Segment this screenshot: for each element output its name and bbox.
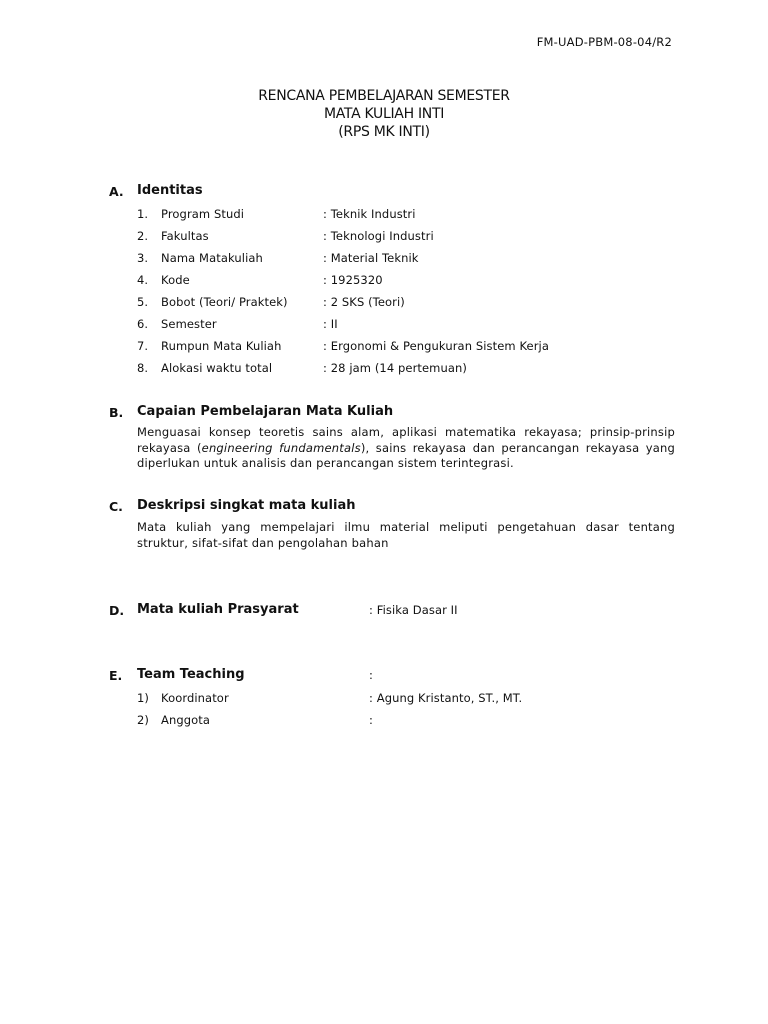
item-number: 5. xyxy=(137,295,148,309)
item-number: 7. xyxy=(137,339,148,353)
item-label: Kode xyxy=(161,273,190,287)
item-label: Bobot (Teori/ Praktek) xyxy=(161,295,288,309)
item-label: Koordinator xyxy=(161,691,229,705)
item-value: : Material Teknik xyxy=(323,251,419,265)
paragraph-italic-text: engineering fundamentals xyxy=(201,440,361,455)
section-title: Mata kuliah Prasyarat xyxy=(137,602,299,617)
section-title: Identitas xyxy=(137,183,203,198)
item-value: : Teknologi Industri xyxy=(323,229,434,243)
section-title: Team Teaching xyxy=(137,667,245,682)
paragraph-text: Menguasai konsep teoretis sains alam, aplikasi matematika rekayasa; prinsip-prinsip rekayasa ( xyxy=(137,425,675,455)
section-title: Capaian Pembelajaran Mata Kuliah xyxy=(137,404,394,419)
item-value: : 2 SKS (Teori) xyxy=(323,295,405,309)
item-value: : Teknik Industri xyxy=(323,207,416,221)
item-value: : xyxy=(369,713,373,727)
section-letter: A. xyxy=(109,184,124,199)
section-letter: D. xyxy=(109,603,125,618)
item-number: 3. xyxy=(137,251,148,265)
item-label: Semester xyxy=(161,317,217,331)
paragraph-text: ), sains rekayasa dan perancangan rekayasa yang diperlukan untuk analisis dan perancangan sistem terintegrasi. xyxy=(137,440,675,470)
title-line-1: RENCANA PEMBELAJARAN SEMESTER xyxy=(258,88,510,104)
item-label: Rumpun Mata Kuliah xyxy=(161,339,282,353)
item-label: Alokasi waktu total xyxy=(161,361,273,375)
section-paragraph: Mata kuliah yang mempelajari ilmu material meliputi pengetahuan dasar tentang struktur, sifat-sifat dan pengolahan bahan xyxy=(137,520,675,550)
title-line-3: (RPS MK INTI) xyxy=(338,124,430,140)
item-number: 4. xyxy=(137,273,148,287)
item-label: Fakultas xyxy=(161,229,209,243)
document-code: FM-UAD-PBM-08-04/R2 xyxy=(536,35,672,49)
item-number: 1. xyxy=(137,207,148,221)
item-value: : Agung Kristanto, ST., MT. xyxy=(369,691,523,705)
item-label: Anggota xyxy=(161,713,211,727)
item-label: Nama Matakuliah xyxy=(161,251,263,265)
item-label: Program Studi xyxy=(161,207,245,221)
section-letter: B. xyxy=(109,405,124,420)
item-value: : 28 jam (14 pertemuan) xyxy=(323,361,467,375)
item-number: 2. xyxy=(137,229,148,243)
item-number: 8. xyxy=(137,361,148,375)
section-title: Deskripsi singkat mata kuliah xyxy=(137,498,356,513)
title-line-2: MATA KULIAH INTI xyxy=(323,106,445,122)
item-value: : II xyxy=(323,317,338,331)
item-number: 1) xyxy=(137,691,149,705)
section-value: : xyxy=(369,668,373,682)
item-number: 6. xyxy=(137,317,148,331)
item-value: : 1925320 xyxy=(323,273,383,287)
section-letter: E. xyxy=(109,668,123,683)
item-value: : Ergonomi & Pengukuran Sistem Kerja xyxy=(323,339,549,353)
item-number: 2) xyxy=(137,713,149,727)
section-value: : Fisika Dasar II xyxy=(369,603,458,617)
section-paragraph xyxy=(137,425,675,472)
section-letter: C. xyxy=(109,499,123,514)
